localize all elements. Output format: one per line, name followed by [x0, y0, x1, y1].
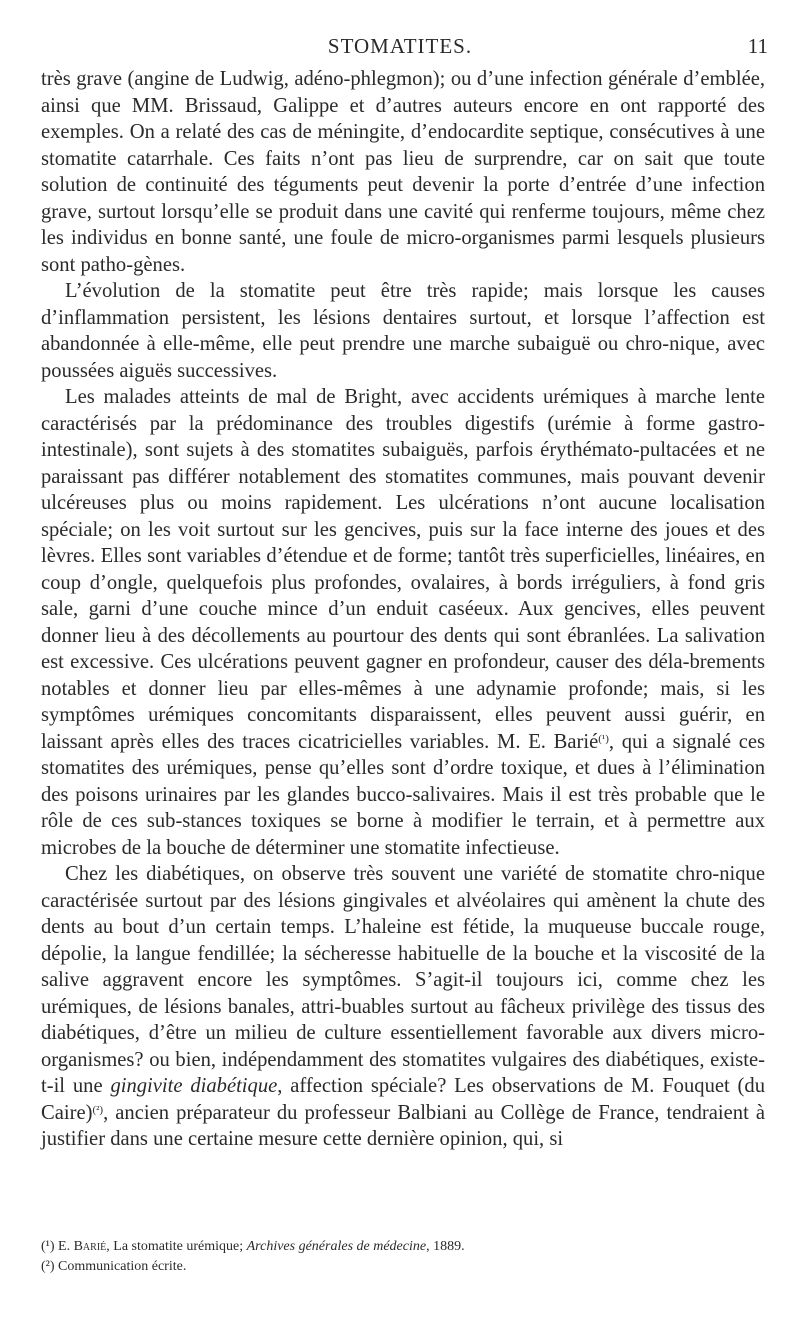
paragraph-infection: très grave (angine de Ludwig, adéno-phlegmon); ou d’une infection générale d’emblée, ainsi que MM. Brissaud, Galippe et d’autres auteurs encore en ont rapporté des exemples. On a relaté des cas de méningite, d’endocardite septique, consécutives à une stomatite catarrhale. Ces faits n’ont pas lieu de surprendre, car on sait que toute solution de continuité des téguments peut devenir la porte d’entrée d’une infection grave, surtout lorsqu’elle se produit dans une cavité qui renferme toujours, même chez les individus en bonne santé, une foule de micro-organismes parmi lesquels plusieurs sont patho-gènes.	[41, 68, 765, 276]
page-header	[0, 28, 800, 58]
gingivite-text-1: , affection spéciale? Les observations de M. Fouquet (du Caire)	[41, 1075, 766, 1124]
footnote-2-mark: (²)	[41, 1259, 55, 1274]
barie-text: , qui a signalé ces stomatites des urémiques, pense qu’elles sont d’ordre toxique, et dues à l’élimination des poisons urinaires par les glandes bucco-salivaires. Mais il est très probable que le rôle de ces sub-stances toxiques se borne à modifier le terrain, et à permettre aux microbes de la bouche de déterminer une stomatite infectieuse.	[41, 730, 765, 859]
footnote-2	[41, 1257, 765, 1277]
paragraph-bright-text: Les malades atteints de mal de Bright, avec accidents urémiques à marche lente caractérisés par la prédominance des troubles digestifs (urémie à forme gastro-intestinale), sont sujets à des stomatites subaiguës, parfois érythémato-pultacées et ne paraissant pas différer notablement des stomatites communes, mais pouvant devenir ulcéreuses plus ou moins rapidement. Les ulcérations n’ont aucune localisation spéciale; on les voit surtout sur les gencives, puis sur la face interne des joues et des lèvres. Elles sont variables d’étendue et de forme; tantôt très superficielles, linéaires, en coup d’ongle, quelquefois plus profondes, ovalaires, à bords irréguliers, à fond gris sale, garni d’une couche mince d’un enduit caséeux. Aux gencives, elles peuvent donner lieu à des décollements au pourtour des dents qui sont ébranlées. La salivation est excessive. Ces ulcérations peuvent gagner en profondeur, causer des déla-brements notables et donner lieu par elles-mêmes à une adynamie profonde; mais, si les symptômes urémiques concomitants disparaissent, elles peuvent aussi guérir, en laissant après elles des traces cicatricielles variables.	[41, 386, 765, 753]
footnote-2-text: Communication écrite.	[58, 1259, 187, 1274]
body-text	[41, 66, 765, 1153]
paragraph-diabetics	[41, 861, 765, 1153]
running-title: STOMATITES.	[327, 34, 473, 58]
footnote-1-journal: Archives générales de médecine	[246, 1239, 427, 1254]
gingivite-term: gingivite diabétique	[110, 1075, 278, 1097]
footnotes	[41, 1237, 765, 1277]
paragraph-evolution: L’évolution de la stomatite peut être très rapide; mais lorsque les causes d’inflammation persistent, les lésions dentaires surtout, et lorsque l’affection est abandonnée à elle-même, elle peut prendre une marche subaiguë ou chro-nique, avec poussées aiguës successives.	[41, 280, 765, 382]
footnote-ref-1: (¹)	[598, 732, 609, 745]
barie-name: M. E. Barié	[497, 730, 599, 753]
footnote-1-text: , La stomatite urémique;	[106, 1239, 247, 1254]
footnote-1	[41, 1237, 765, 1257]
footnote-1-mark: (¹)	[41, 1239, 55, 1254]
footnote-1-author: E. Barié	[58, 1239, 107, 1254]
footnote-ref-2: (²)	[92, 1103, 104, 1116]
paragraph-bright	[41, 384, 765, 861]
gingivite-text-2: , ancien préparateur du professeur Balbiani au Collège de France, tendraient à justifier dans une certaine mesure cette dernière opinion, qui, si	[41, 1101, 765, 1150]
page-number: 11	[747, 34, 768, 58]
footnote-1-year: , 1889.	[426, 1239, 465, 1254]
paragraph-diabetics-text: Chez les diabétiques, on observe très souvent une variété de stomatite chro-nique caractérisée surtout par des lésions gingivales et alvéolaires qui amènent la chute des dents au bout d’un certain temps. L’haleine est fétide, la muqueuse buccale rouge, dépolie, la langue fendillée; la sécheresse habituelle de la bouche et la viscosité de la salive aggravent encore les symptômes. S’agit-il toujours ici, comme chez les urémiques, de lésions banales, attri-buables surtout au fâcheux privilège des tissus des diabétiques, d’être un milieu de culture essentiellement favorable aux divers micro-organismes? ou bien, indépendamment des stomatites vulgaires des diabétiques, existe-t-il une	[41, 863, 765, 1097]
